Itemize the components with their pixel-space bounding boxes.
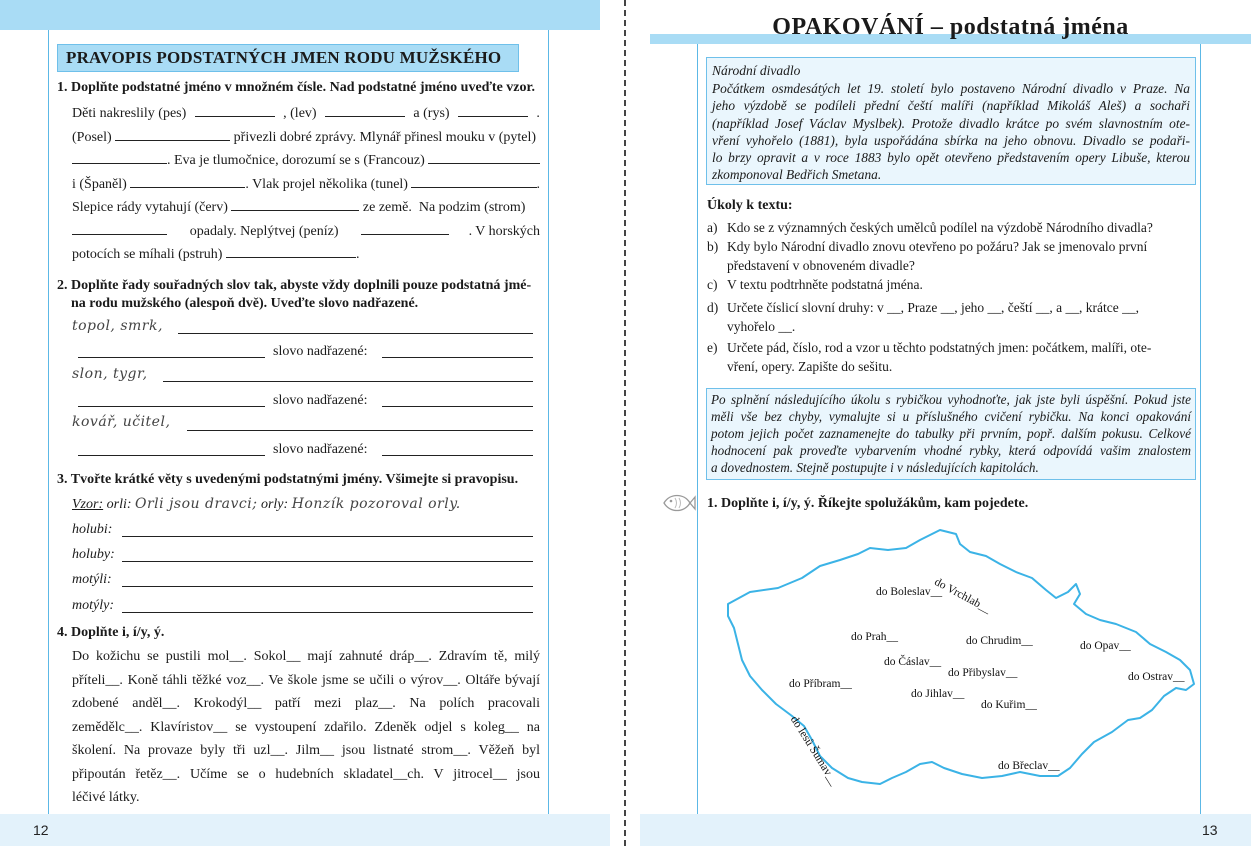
task-letter: c) (707, 277, 718, 292)
answer-line[interactable] (382, 357, 533, 358)
map-label-breclav: do Břeclav__ (998, 760, 1060, 772)
ex4-line: připoután řetěz__. Učíme se o hudebních skladatel__ch. V jitrocel__ jsou (72, 766, 540, 782)
task-text: Kdy bylo Národní divadlo znovu otevřeno po požáru? Jak se jmenovalo první (727, 239, 1148, 254)
map-label-vrchlabi: do Vrchlab__ (932, 576, 993, 616)
reading-line: lo brzy opravit a v roce 1883 bylo opět otevřeno představením opery Libuše, kterou (712, 150, 1190, 166)
left-margin-line-left (48, 30, 49, 814)
task-text: vyhořelo __. (727, 319, 796, 334)
task-row (707, 298, 1192, 317)
ex1-line-1 (72, 102, 540, 126)
blank[interactable] (195, 102, 275, 117)
map-label-pribram: do Příbram__ (789, 678, 852, 690)
ex2-title-1: 2. Doplňte řady souřadných slov tak, abyste vždy doplnili pouze podstatná jmé- (57, 278, 532, 293)
task-letter: e) (707, 340, 718, 355)
task-letter (707, 256, 727, 275)
answer-line[interactable] (163, 381, 533, 382)
task-letter: a) (707, 220, 718, 235)
ex1-line-2 (72, 126, 540, 150)
vzor-b-hand: Honzík pozoroval orly. (291, 496, 461, 512)
ex1-text: . (536, 176, 540, 192)
map-exercise-title: 1. Doplňte i, í/y, ý. Říkejte spolužákům, kam pojedete. (707, 496, 1029, 511)
blank[interactable] (361, 220, 449, 235)
blank[interactable] (325, 102, 405, 117)
reading-line: Počátkem osmdesátých let 19. století bylo postaveno Národní divadlo v Praze. Na (712, 81, 1190, 96)
vzor-a: orli: (106, 497, 132, 512)
vzor-a-hand: Orli jsou dravci; (135, 496, 258, 512)
ex1-text: ze země. Na podzim (strom) (359, 200, 526, 215)
answer-line[interactable] (78, 455, 265, 456)
task-text: V textu podtrhněte podstatná jména. (727, 277, 923, 292)
left-footer (0, 814, 610, 846)
map-label-opava: do Opav__ (1080, 640, 1131, 652)
right-footer (640, 814, 1251, 846)
ex1-text: Slepice rády vytahují (červ) (72, 200, 232, 215)
blank[interactable] (428, 149, 540, 164)
superordinate-label: slovo nadřazené: (273, 442, 368, 457)
map-label-sumava: do lesů Šumav__ (787, 714, 840, 788)
ex4-line: Do kožichu se pustili mol__. Sokol__ mají zahnuté dráp__. Zdravím tě, milý (72, 649, 540, 664)
ex1-line-4 (72, 173, 540, 197)
left-margin-line-right (548, 30, 549, 814)
ex1-text: . (355, 247, 360, 262)
blank[interactable] (115, 126, 230, 141)
tasks-heading: Úkoly k textu: (707, 198, 793, 213)
ex1-text: přivezli dobré zprávy. Mlynář přinesl mouku v (pytel) (230, 129, 537, 145)
ex2-hand-2: slon, tygr, (72, 366, 148, 382)
ex1-text: potocích se míhali (pstruh) (72, 247, 226, 262)
map-label-chrudim: do Chrudim__ (966, 635, 1033, 647)
task-row (707, 357, 1192, 376)
ex1-line-3 (72, 149, 540, 173)
task-row (707, 338, 1192, 357)
superordinate-label: slovo nadřazené: (273, 344, 368, 359)
blank[interactable] (72, 220, 167, 235)
instruction-box (706, 388, 1196, 480)
ex2-hand-1: topol, smrk, (72, 318, 163, 334)
section-header (57, 44, 519, 72)
ex3-word: motýli: (72, 572, 112, 587)
section-header-text: PRAVOPIS PODSTATNÝCH JMEN RODU MUŽSKÉHO (66, 48, 502, 67)
task-letter: b) (707, 239, 719, 254)
right-margin-line-right (1200, 44, 1201, 814)
blank[interactable] (72, 149, 167, 164)
task-letter (707, 317, 727, 336)
page-divider (624, 0, 626, 846)
instruction-line: měli vše bez chyby, vymalujte si u příslušného cvičení rybičku. Na konci opakování (711, 409, 1191, 424)
ex4-line: příteli__. Koně táhli těžké voz__. Ve škole jsme se učili o výrov__. Oltáře bývají (72, 672, 540, 688)
ex3-word: motýly: (72, 598, 114, 613)
map-label-jihlava: do Jihlav__ (911, 688, 965, 700)
answer-line[interactable] (122, 612, 533, 613)
map-label-praha: do Prah__ (851, 631, 898, 643)
blank[interactable] (458, 102, 528, 117)
superordinate-label: slovo nadřazené: (273, 393, 368, 408)
task-text: představení v obnoveném divadle? (727, 258, 915, 273)
answer-line[interactable] (382, 406, 533, 407)
task-row (707, 275, 1192, 294)
ex2-hand-3: kovář, učitel, (72, 414, 171, 430)
ex3-title: 3. Tvořte krátké věty s uvedenými podstatnými jmény. Všimejte si pravopisu. (57, 472, 519, 487)
reading-heading: Národní divadlo (712, 63, 801, 78)
ex1-text: (Posel) (72, 129, 116, 145)
ex4-title: 4. Doplňte i, í/y, ý. (57, 625, 165, 640)
answer-line[interactable] (178, 333, 533, 334)
ex4-body (72, 645, 540, 810)
task-letter: d) (707, 300, 719, 315)
page-title: OPAKOVÁNÍ – podstatná jména (772, 14, 1129, 40)
instruction-text (711, 391, 1191, 476)
map-label-kurim: do Kuřim__ (981, 699, 1037, 711)
ex4-line: školení. Na provaze byly tři uzl__. Jilm__ jsou listnaté strom__. Věžeň byl (72, 743, 540, 758)
reading-line: (například Josef Václav Myslbek). Protože divadlo krátce po svém slavnostním ote- (712, 115, 1190, 131)
map-label-caslav: do Čáslav__ (884, 656, 942, 668)
task-text: vření, opery. Zapište do sešitu. (727, 359, 893, 374)
ex4-line: léčivé látky. (72, 790, 140, 805)
ex1-text: a (rys) (413, 106, 450, 121)
reading-text (712, 80, 1190, 184)
page-number-right: 13 (1202, 822, 1218, 838)
reading-line: vření vyhořelo (1881), byla uspořádána sbírka na jeho obnovu. Divadlo se podaři- (712, 132, 1190, 148)
blank[interactable] (411, 173, 536, 188)
map-label-ostrava: do Ostrav__ (1128, 671, 1185, 683)
reading-line: jeho výzdobě se podíleli přední čeští malíři (například Mikoláš Aleš) a sochaři (712, 98, 1190, 114)
ex1-line-6 (72, 220, 540, 244)
ex1-text: . (536, 106, 540, 121)
ex1-body (72, 102, 540, 267)
map-label-pribyslav: do Přibyslav__ (948, 667, 1018, 679)
ex1-text: , (lev) (283, 106, 317, 121)
ex1-text: . Eva je tlumočnice, dorozumí se s (Francouz) (167, 153, 429, 168)
ex1-text: opadaly. Neplýtvej (peníz) (186, 223, 343, 239)
blank[interactable] (231, 196, 359, 211)
instruction-line: a dovednostem. Stejně postupujte i v následujících kapitolách. (711, 460, 1039, 475)
ex3-word: holubi: (72, 522, 113, 537)
vzor-b: orly: (260, 497, 289, 512)
right-margin-line-left (697, 44, 698, 814)
task-text: Určete číslicí slovní druhy: v __, Praze __, jeho __, čeští __, a __, krátce __, (727, 300, 1140, 315)
ex1-title: 1. Doplňte podstatné jméno v množném čísle. Nad podstatné jméno uveďte vzor. (57, 80, 535, 95)
ex1-text: . Vlak projel několika (tunel) (245, 176, 412, 192)
answer-line[interactable] (382, 455, 533, 456)
ex1-text: . V horských (468, 223, 540, 239)
instruction-line: hodnocení pak proveďte vybarvením vhodné rybky, která odpovídá vašim znalostem (711, 443, 1191, 458)
answer-line[interactable] (122, 586, 533, 587)
task-text: Určete pád, číslo, rod a vzor u těchto podstatných jmen: počátkem, malíři, ote- (727, 340, 1152, 355)
fish-icon[interactable] (660, 490, 696, 516)
task-letter (707, 357, 727, 376)
task-row (707, 237, 1192, 256)
ex2-title-2: na rodu mužského (alespoň dvě). Uveďte slovo nadřazené. (71, 296, 419, 311)
answer-line[interactable] (187, 430, 533, 431)
answer-line[interactable] (122, 561, 533, 562)
instruction-line: potom jejich počet zaznamenejte do tabulky při prvním, popř. dalším pokusu. Celkové (711, 426, 1191, 441)
ex1-text: Děti nakreslily (pes) (72, 106, 187, 121)
answer-line[interactable] (122, 536, 533, 537)
ex1-text: i (Španěl) (72, 176, 131, 192)
map-outline (728, 530, 1194, 784)
task-text: Kdo se z významných českých umělců podílel na výzdobě Národního divadla? (727, 220, 1153, 235)
task-row (707, 218, 1192, 237)
czech-map (720, 520, 1200, 790)
tasks-list (707, 218, 1192, 376)
ex4-line: zdobené anděl__. Krokodýl__ patří mezi plaz__. Na polích pracovali (72, 696, 540, 711)
instruction-line: Po splnění následujícího úkolu s rybičkou vyhodnoťte, jak jste byli úspěšní. Pokud jste (711, 392, 1191, 407)
reading-line: zkomponoval Bedřich Smetana. (712, 167, 882, 183)
answer-line[interactable] (78, 357, 265, 358)
map-label-boleslav: do Boleslav__ (876, 586, 943, 598)
ex4-line: zemědělc__. Klavíristov__ se vystoupení zdařilo. Zdeněk odjel s koleg__ na (72, 719, 540, 735)
ex1-line-7 (72, 243, 540, 267)
blank[interactable] (226, 243, 356, 258)
reading-box (706, 57, 1196, 185)
left-top-bar (0, 0, 600, 30)
task-row (707, 256, 1192, 275)
page-number-left: 12 (33, 822, 49, 838)
task-row (707, 317, 1192, 336)
blank[interactable] (130, 173, 245, 188)
answer-line[interactable] (78, 406, 265, 407)
vzor-label: Vzor: (72, 497, 104, 512)
ex3-word: holuby: (72, 547, 115, 562)
ex3-vzor (72, 496, 461, 513)
ex1-line-5 (72, 196, 540, 220)
